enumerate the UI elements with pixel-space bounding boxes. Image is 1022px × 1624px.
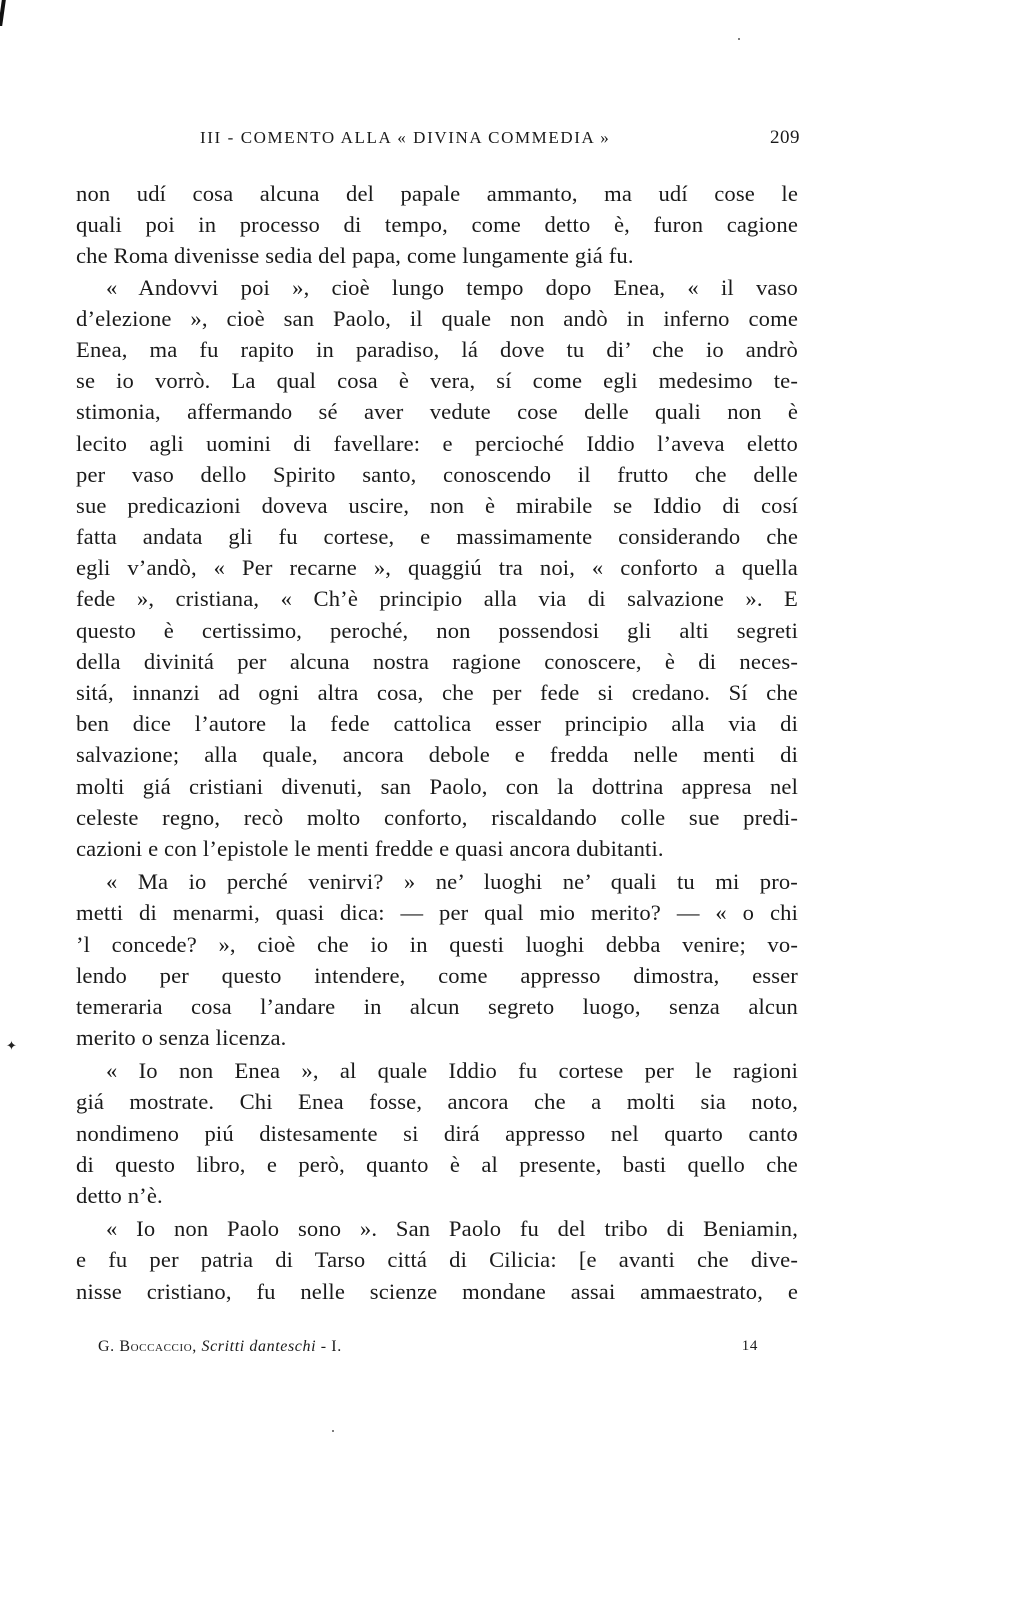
- page-footer: [98, 1338, 758, 1364]
- text-line: di questo libro, e però, quanto è al presente, basti quello che: [76, 1151, 798, 1177]
- text-line: temeraria cosa l’andare in alcun segreto luogo, senza alcun: [76, 993, 798, 1019]
- text-line: merito o senza licenza.: [76, 1025, 287, 1051]
- text-line: se io vorrò. La qual cosa è vera, sí come egli medesimo te-: [76, 368, 798, 394]
- text-line: salvazione; alla quale, ancora debole e fredda nelle menti di: [76, 742, 798, 768]
- printer-signature: 14: [741, 1338, 758, 1354]
- ink-speck: [738, 38, 740, 40]
- text-line: detto n’è.: [76, 1183, 163, 1208]
- text-line: non udí cosa alcuna del papale ammanto, ma udí cose le: [76, 181, 798, 206]
- text-line: per vaso dello Spirito santo, conoscendo il frutto che delle: [76, 461, 798, 487]
- text-line: metti di menarmi, quasi dica: — per qual mio merito? — « o chi: [76, 900, 798, 926]
- paragraph: [76, 866, 798, 1053]
- margin-ink-mark: ✦: [6, 1038, 17, 1053]
- text-line: e fu per patria di Tarso cittá di Cilicia: [e avanti che dive-: [76, 1247, 798, 1273]
- text-line: sitá, innanzi ad ogni altra cosa, che per fede si credano. Sí che: [76, 680, 798, 705]
- text-line: stimonia, affermando sé aver vedute cose delle quali non è: [76, 399, 798, 425]
- footer-author: G. Boccaccio: [98, 1338, 193, 1355]
- paragraph: [76, 1055, 798, 1211]
- text-line: questo è certissimo, peroché, non possendosi gli alti segreti: [76, 617, 798, 643]
- text-line: molti giá cristiani divenuti, san Paolo, con la dottrina appresa nel: [76, 773, 798, 799]
- text-line: « Io non Enea », al quale Iddio fu cortese per le ragioni: [106, 1058, 798, 1084]
- text-line: quali poi in processo di tempo, come detto è, furon cagione: [76, 212, 798, 238]
- text-line: celeste regno, recò molto conforto, riscaldando colle sue predi-: [76, 804, 798, 830]
- text-line: egli v’andò, « Per recarne », quaggiú tra noi, « conforto a quella: [76, 555, 798, 581]
- text-line: lendo per questo intendere, come appresso dimostra, esser: [76, 962, 798, 988]
- text-line: ben dice l’autore la fede cattolica esser principio alla via di: [76, 711, 798, 737]
- text-line: fede », cristiana, « Ch’è principio alla via di salvazione ». E: [76, 586, 798, 612]
- text-line: ’l concede? », cioè che io in questi luoghi debba venire; vo-: [76, 931, 798, 957]
- body-text: [76, 178, 798, 1307]
- text-line: « Ma io perché venirvi? » ne’ luoghi ne’ quali tu mi pro-: [106, 869, 798, 895]
- text-line: della divinitá per alcuna nostra ragione conoscere, è di neces-: [76, 648, 798, 674]
- paragraph: [76, 1213, 798, 1307]
- paragraph: [76, 272, 798, 865]
- text-line: cazioni e con l’epistole le menti fredde e quasi ancora dubitanti.: [76, 835, 664, 861]
- text-line: nisse cristiano, fu nelle scienze mondane assai ammaestrato, e: [76, 1278, 798, 1304]
- corner-ink-mark: [0, 0, 6, 26]
- footer-work-title: Scritti danteschi: [201, 1338, 317, 1355]
- text-line: « Io non Paolo sono ». San Paolo fu del tribo di Beniamin,: [106, 1216, 798, 1242]
- text-line: nondimeno piú distesamente si dirá appresso nel quarto canto: [76, 1120, 798, 1146]
- ink-speck: [332, 1430, 334, 1432]
- text-line: d’elezione », cioè san Paolo, il quale non andò in inferno come: [76, 305, 798, 331]
- footer-volume: - I.: [320, 1338, 342, 1355]
- running-title: III - COMENTO ALLA « DIVINA COMMEDIA »: [200, 128, 611, 147]
- text-line: « Andovvi poi », cioè lungo tempo dopo Enea, « il vaso: [106, 274, 798, 300]
- text-line: Enea, ma fu rapito in paradiso, lá dove tu di’ che io andrò: [76, 336, 798, 362]
- text-line: fatta andata gli fu cortese, e massimamente considerando che: [76, 524, 798, 550]
- page-number: 209: [770, 127, 800, 148]
- text-line: lecito agli uomini di favellare: e percioché Iddio l’aveva eletto: [76, 430, 798, 456]
- text-line: che Roma divenisse sedia del papa, come lungamente giá fu.: [76, 243, 634, 269]
- paragraph: [76, 178, 798, 272]
- running-header: [200, 128, 800, 158]
- text-line: giá mostrate. Chi Enea fosse, ancora che a molti sia noto,: [76, 1089, 798, 1115]
- footer-citation: G. Boccaccio, Scritti danteschi - I.: [98, 1338, 342, 1355]
- text-line: sue predicazioni doveva uscire, non è mirabile se Iddio di cosí: [76, 492, 798, 518]
